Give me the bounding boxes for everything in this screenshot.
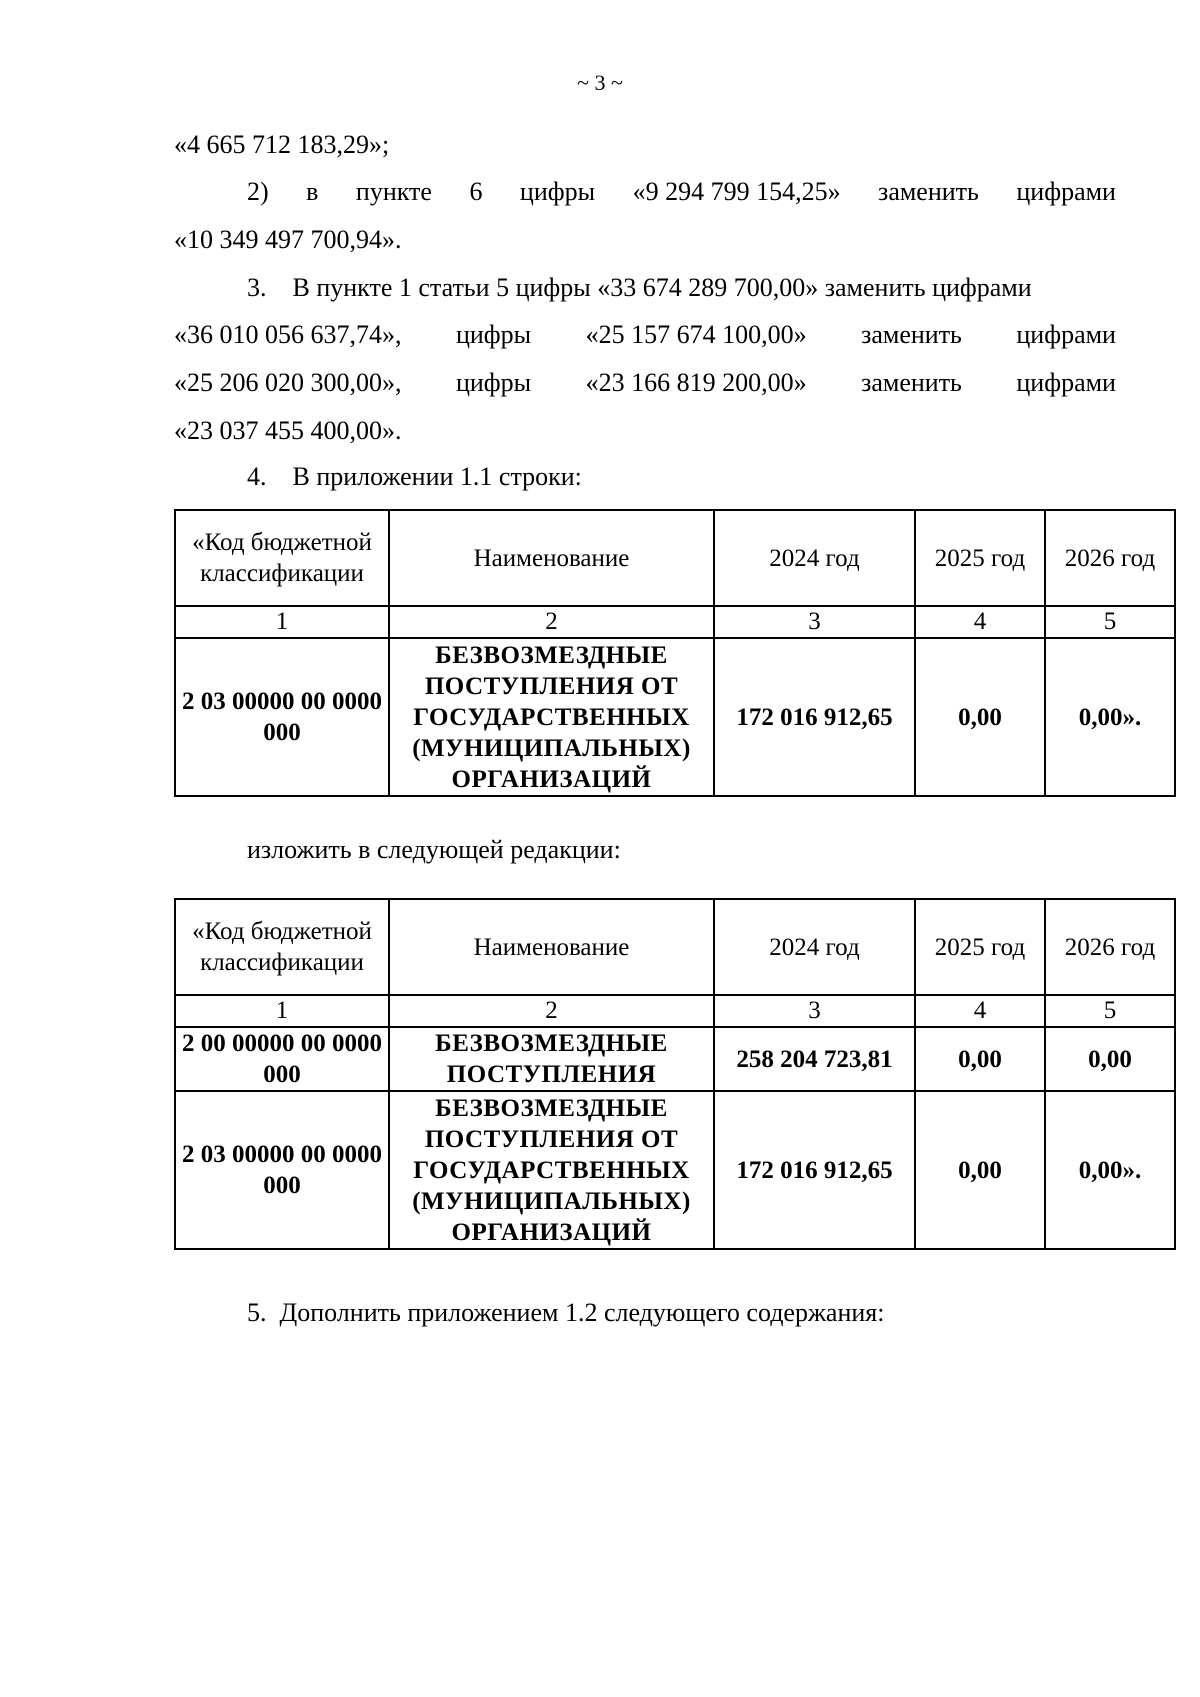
header-2024: 2024 год — [714, 899, 915, 995]
word: «9 294 799 154,25» — [632, 177, 841, 206]
table-header-row — [175, 899, 1175, 995]
cell-2024: 172 016 912,65 — [714, 638, 915, 796]
cell-code: 2 00 00000 00 0000 000 — [175, 1027, 389, 1091]
header-2025: 2025 год — [915, 899, 1045, 995]
word: «25 157 674 100,00» — [585, 320, 807, 349]
cell-2025: 0,00 — [915, 638, 1045, 796]
column-number: 1 — [175, 606, 389, 638]
word: цифры — [455, 368, 532, 397]
paragraph-3-line-3 — [174, 368, 1116, 398]
column-number: 1 — [175, 995, 389, 1027]
word: цифрами — [1016, 177, 1116, 206]
table-new-rows — [174, 898, 1176, 1250]
cell-name: БЕЗВОЗМЕЗДНЫЕ ПОСТУПЛЕНИЯ ОТ ГОСУДАРСТВЕННЫХ (МУНИЦИПАЛЬНЫХ) ОРГАНИЗАЦИЙ — [389, 1091, 714, 1249]
header-2026: 2026 год — [1045, 510, 1175, 606]
table-header-row — [175, 510, 1175, 606]
header-name: Наименование — [389, 899, 714, 995]
cell-name: БЕЗВОЗМЕЗДНЫЕ ПОСТУПЛЕНИЯ ОТ ГОСУДАРСТВЕННЫХ (МУНИЦИПАЛЬНЫХ) ОРГАНИЗАЦИЙ — [389, 638, 714, 796]
cell-code: 2 03 00000 00 0000 000 — [175, 638, 389, 796]
paragraph-5-line: 5. Дополнить приложением 1.2 следующего содержания: — [247, 1298, 885, 1327]
word: заменить — [861, 320, 962, 349]
column-number: 4 — [915, 606, 1045, 638]
cell-2026: 0,00». — [1045, 638, 1175, 796]
table-row — [175, 1027, 1175, 1091]
paragraph-4-line: 4. В приложении 1.1 строки: — [247, 462, 582, 491]
cell-code: 2 03 00000 00 0000 000 — [175, 1091, 389, 1249]
word: «23 166 819 200,00» — [585, 368, 807, 397]
cell-2026: 0,00». — [1045, 1091, 1175, 1249]
page-number: ~ 3 ~ — [577, 70, 623, 95]
text-line-3: «10 349 497 700,94». — [174, 225, 402, 254]
word: заменить — [878, 177, 979, 206]
paragraph-3-line-2 — [174, 320, 1116, 350]
text-line-9: изложить в следующей редакции: — [247, 835, 621, 864]
column-number: 3 — [714, 606, 915, 638]
column-number: 2 — [389, 995, 714, 1027]
header-2024: 2024 год — [714, 510, 915, 606]
column-number: 3 — [714, 995, 915, 1027]
column-number: 4 — [915, 995, 1045, 1027]
word: цифры — [519, 177, 596, 206]
header-code: «Код бюджетной классификации — [175, 899, 389, 995]
word: заменить — [861, 368, 962, 397]
header-code: «Код бюджетной классификации — [175, 510, 389, 606]
word: 2) — [247, 177, 269, 206]
word: «25 206 020 300,00», — [174, 368, 402, 397]
text-line-7: «23 037 455 400,00». — [174, 416, 402, 445]
word: пункте — [355, 177, 432, 206]
text-line-1: «4 665 712 183,29»; — [174, 130, 390, 159]
header-2026: 2026 год — [1045, 899, 1175, 995]
column-number: 5 — [1045, 606, 1175, 638]
table-original-rows — [174, 509, 1176, 797]
table-row — [175, 1091, 1175, 1249]
cell-2025: 0,00 — [915, 1027, 1045, 1091]
column-number-row — [175, 606, 1175, 638]
column-number: 5 — [1045, 995, 1175, 1027]
cell-2024: 258 204 723,81 — [714, 1027, 915, 1091]
word: цифрами — [1016, 368, 1116, 397]
cell-name: БЕЗВОЗМЕЗДНЫЕ ПОСТУПЛЕНИЯ — [389, 1027, 714, 1091]
word: «36 010 056 637,74», — [174, 320, 402, 349]
header-2025: 2025 год — [915, 510, 1045, 606]
column-number-row — [175, 995, 1175, 1027]
cell-2024: 172 016 912,65 — [714, 1091, 915, 1249]
cell-2025: 0,00 — [915, 1091, 1045, 1249]
word: 6 — [469, 177, 483, 206]
cell-2026: 0,00 — [1045, 1027, 1175, 1091]
word: цифры — [455, 320, 532, 349]
word: в — [306, 177, 319, 206]
column-number: 2 — [389, 606, 714, 638]
paragraph-2-line — [247, 177, 1116, 207]
table-row — [175, 638, 1175, 796]
header-name: Наименование — [389, 510, 714, 606]
word: цифрами — [1016, 320, 1116, 349]
paragraph-3-line: 3. В пункте 1 статьи 5 цифры «33 674 289 700,00» заменить цифрами — [247, 273, 1032, 302]
